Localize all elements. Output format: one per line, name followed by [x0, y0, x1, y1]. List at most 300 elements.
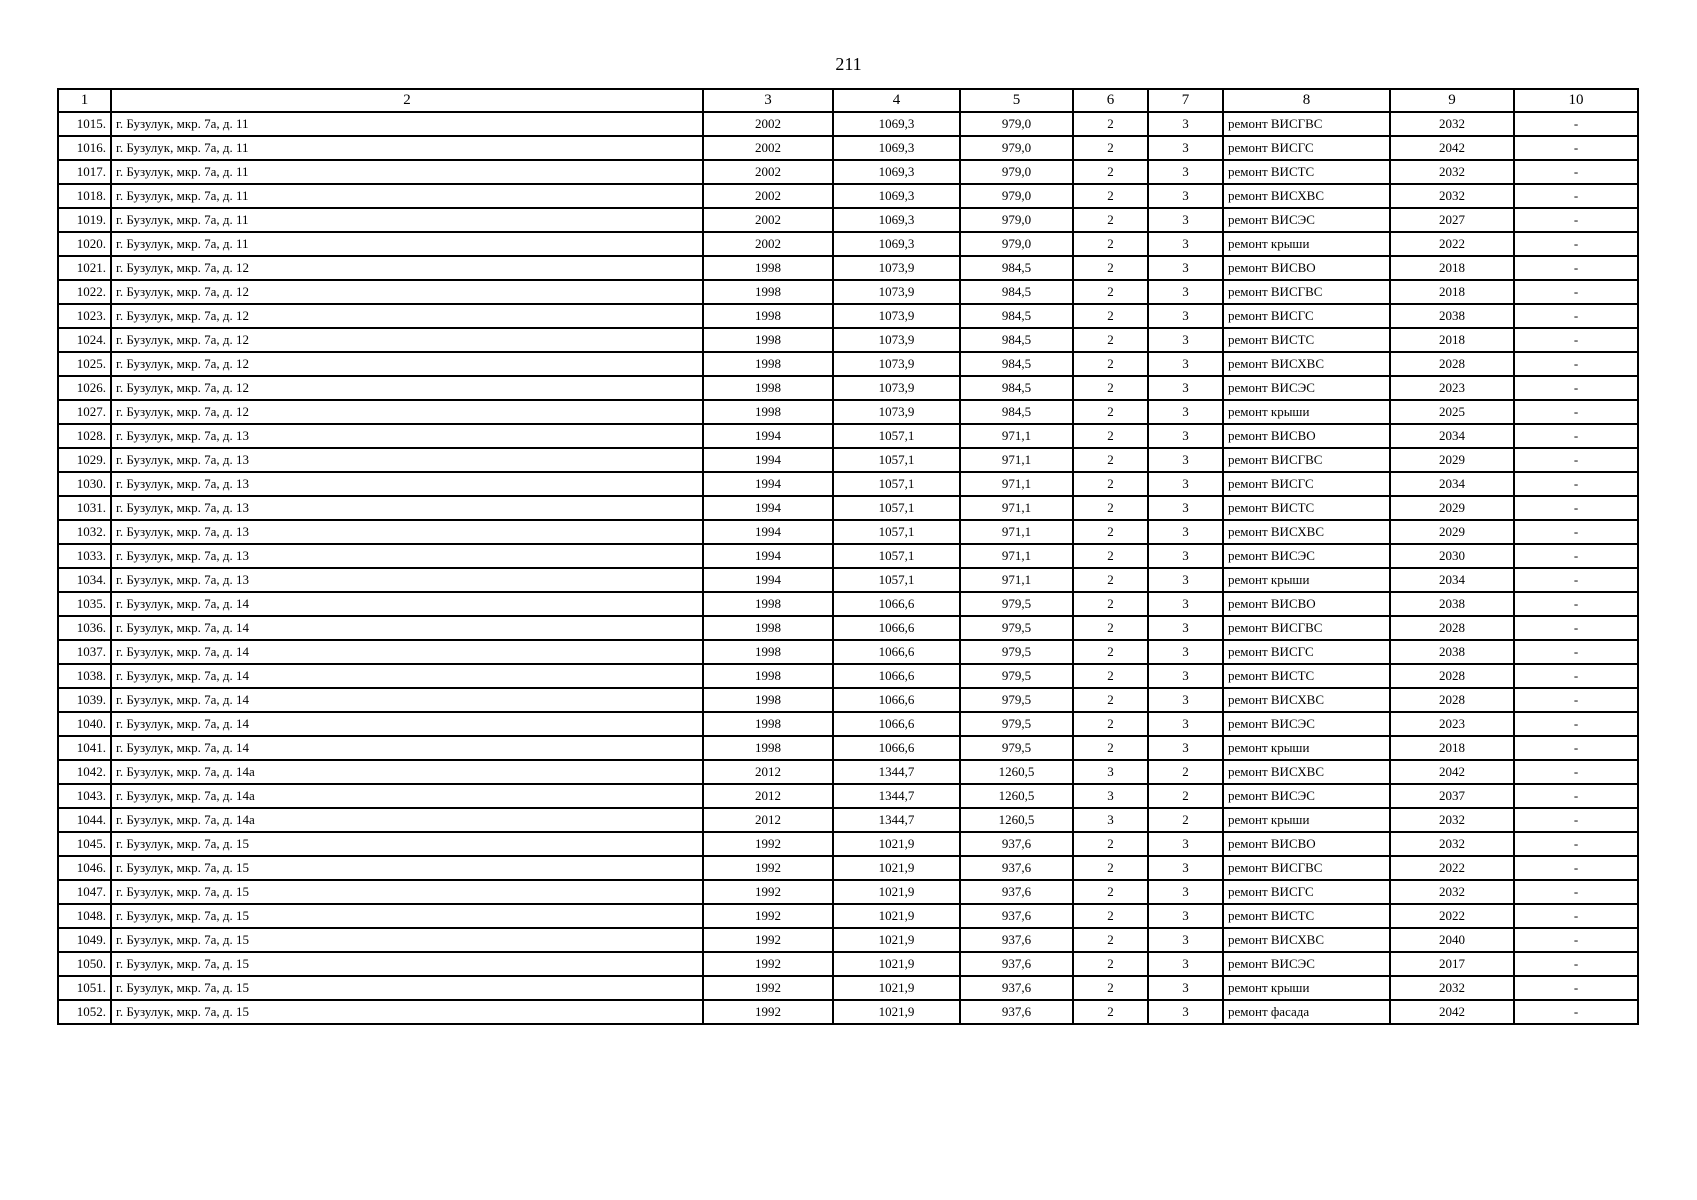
table-row	[58, 688, 1638, 712]
entrances-cell: 3	[1148, 568, 1223, 592]
table-row	[58, 184, 1638, 208]
floors-cell: 2	[1073, 856, 1148, 880]
floors-cell: 2	[1073, 280, 1148, 304]
row-number-cell: 1024.	[58, 328, 111, 352]
total-area-cell: 1021,9	[833, 832, 960, 856]
work-type-cell: ремонт ВИСВО	[1223, 592, 1390, 616]
note-cell: -	[1514, 616, 1638, 640]
table-row	[58, 832, 1638, 856]
note-cell: -	[1514, 112, 1638, 136]
row-number-cell: 1021.	[58, 256, 111, 280]
address-cell: г. Бузулук, мкр. 7а, д. 14а	[111, 808, 703, 832]
living-area-cell: 979,5	[960, 640, 1073, 664]
work-type-cell: ремонт ВИСТС	[1223, 664, 1390, 688]
table-row	[58, 784, 1638, 808]
year-built-cell: 2012	[703, 784, 833, 808]
work-type-cell: ремонт ВИСВО	[1223, 832, 1390, 856]
living-area-cell: 979,0	[960, 232, 1073, 256]
total-area-cell: 1021,9	[833, 880, 960, 904]
address-cell: г. Бузулук, мкр. 7а, д. 14	[111, 688, 703, 712]
note-cell: -	[1514, 904, 1638, 928]
planned-year-cell: 2028	[1390, 688, 1514, 712]
row-number-cell: 1017.	[58, 160, 111, 184]
planned-year-cell: 2042	[1390, 1000, 1514, 1024]
table-row	[58, 424, 1638, 448]
floors-cell: 2	[1073, 520, 1148, 544]
floors-cell: 2	[1073, 952, 1148, 976]
row-number-cell: 1052.	[58, 1000, 111, 1024]
living-area-cell: 1260,5	[960, 760, 1073, 784]
work-type-cell: ремонт крыши	[1223, 976, 1390, 1000]
year-built-cell: 1998	[703, 280, 833, 304]
row-number-cell: 1020.	[58, 232, 111, 256]
year-built-cell: 2002	[703, 232, 833, 256]
table-row	[58, 664, 1638, 688]
planned-year-cell: 2018	[1390, 256, 1514, 280]
total-area-cell: 1073,9	[833, 304, 960, 328]
note-cell: -	[1514, 232, 1638, 256]
note-cell: -	[1514, 376, 1638, 400]
table-row	[58, 568, 1638, 592]
table-row	[58, 616, 1638, 640]
floors-cell: 2	[1073, 208, 1148, 232]
living-area-cell: 971,1	[960, 496, 1073, 520]
planned-year-cell: 2018	[1390, 328, 1514, 352]
work-type-cell: ремонт ВИСЭС	[1223, 952, 1390, 976]
work-type-cell: ремонт ВИСЭС	[1223, 544, 1390, 568]
row-number-cell: 1048.	[58, 904, 111, 928]
row-number-cell: 1047.	[58, 880, 111, 904]
note-cell: -	[1514, 568, 1638, 592]
total-area-cell: 1057,1	[833, 448, 960, 472]
living-area-cell: 979,0	[960, 160, 1073, 184]
note-cell: -	[1514, 784, 1638, 808]
address-cell: г. Бузулук, мкр. 7а, д. 12	[111, 280, 703, 304]
table-row	[58, 448, 1638, 472]
work-type-cell: ремонт ВИСТС	[1223, 496, 1390, 520]
note-cell: -	[1514, 472, 1638, 496]
note-cell: -	[1514, 928, 1638, 952]
living-area-cell: 971,1	[960, 472, 1073, 496]
column-header: 3	[703, 89, 833, 112]
row-number-cell: 1034.	[58, 568, 111, 592]
total-area-cell: 1021,9	[833, 976, 960, 1000]
entrances-cell: 3	[1148, 496, 1223, 520]
total-area-cell: 1021,9	[833, 1000, 960, 1024]
address-cell: г. Бузулук, мкр. 7а, д. 12	[111, 256, 703, 280]
row-number-cell: 1040.	[58, 712, 111, 736]
table-row	[58, 352, 1638, 376]
address-cell: г. Бузулук, мкр. 7а, д. 14	[111, 712, 703, 736]
living-area-cell: 979,5	[960, 664, 1073, 688]
address-cell: г. Бузулук, мкр. 7а, д. 11	[111, 112, 703, 136]
year-built-cell: 1994	[703, 568, 833, 592]
table-row	[58, 280, 1638, 304]
work-type-cell: ремонт ВИСТС	[1223, 904, 1390, 928]
column-header: 10	[1514, 89, 1638, 112]
planned-year-cell: 2029	[1390, 496, 1514, 520]
work-type-cell: ремонт крыши	[1223, 808, 1390, 832]
address-cell: г. Бузулук, мкр. 7а, д. 14а	[111, 784, 703, 808]
living-area-cell: 937,6	[960, 976, 1073, 1000]
work-type-cell: ремонт ВИСГВС	[1223, 280, 1390, 304]
planned-year-cell: 2038	[1390, 592, 1514, 616]
planned-year-cell: 2022	[1390, 232, 1514, 256]
table-row	[58, 328, 1638, 352]
floors-cell: 2	[1073, 352, 1148, 376]
entrances-cell: 3	[1148, 544, 1223, 568]
floors-cell: 2	[1073, 592, 1148, 616]
planned-year-cell: 2034	[1390, 568, 1514, 592]
floors-cell: 2	[1073, 736, 1148, 760]
address-cell: г. Бузулук, мкр. 7а, д. 13	[111, 544, 703, 568]
page-number: 211	[835, 54, 862, 74]
floors-cell: 2	[1073, 136, 1148, 160]
floors-cell: 2	[1073, 448, 1148, 472]
entrances-cell: 3	[1148, 592, 1223, 616]
work-type-cell: ремонт крыши	[1223, 736, 1390, 760]
column-header: 5	[960, 89, 1073, 112]
note-cell: -	[1514, 664, 1638, 688]
year-built-cell: 2002	[703, 136, 833, 160]
row-number-cell: 1030.	[58, 472, 111, 496]
year-built-cell: 1998	[703, 376, 833, 400]
table-row	[58, 736, 1638, 760]
living-area-cell: 979,0	[960, 136, 1073, 160]
total-area-cell: 1069,3	[833, 136, 960, 160]
work-type-cell: ремонт ВИСХВС	[1223, 760, 1390, 784]
planned-year-cell: 2032	[1390, 880, 1514, 904]
row-number-cell: 1051.	[58, 976, 111, 1000]
table-body	[58, 112, 1638, 1024]
work-type-cell: ремонт ВИСХВС	[1223, 520, 1390, 544]
year-built-cell: 1998	[703, 736, 833, 760]
living-area-cell: 937,6	[960, 904, 1073, 928]
table-row	[58, 880, 1638, 904]
total-area-cell: 1073,9	[833, 352, 960, 376]
work-type-cell: ремонт ВИСГС	[1223, 640, 1390, 664]
living-area-cell: 984,5	[960, 328, 1073, 352]
note-cell: -	[1514, 424, 1638, 448]
entrances-cell: 3	[1148, 952, 1223, 976]
entrances-cell: 3	[1148, 664, 1223, 688]
note-cell: -	[1514, 688, 1638, 712]
total-area-cell: 1021,9	[833, 904, 960, 928]
work-type-cell: ремонт ВИСГВС	[1223, 448, 1390, 472]
row-number-cell: 1027.	[58, 400, 111, 424]
row-number-cell: 1023.	[58, 304, 111, 328]
note-cell: -	[1514, 856, 1638, 880]
planned-year-cell: 2028	[1390, 616, 1514, 640]
work-type-cell: ремонт ВИСХВС	[1223, 928, 1390, 952]
address-cell: г. Бузулук, мкр. 7а, д. 14	[111, 592, 703, 616]
living-area-cell: 979,0	[960, 208, 1073, 232]
floors-cell: 2	[1073, 976, 1148, 1000]
work-type-cell: ремонт ВИСХВС	[1223, 184, 1390, 208]
address-cell: г. Бузулук, мкр. 7а, д. 15	[111, 880, 703, 904]
year-built-cell: 1998	[703, 304, 833, 328]
floors-cell: 2	[1073, 304, 1148, 328]
entrances-cell: 3	[1148, 328, 1223, 352]
total-area-cell: 1344,7	[833, 808, 960, 832]
row-number-cell: 1038.	[58, 664, 111, 688]
note-cell: -	[1514, 184, 1638, 208]
floors-cell: 3	[1073, 784, 1148, 808]
note-cell: -	[1514, 136, 1638, 160]
work-type-cell: ремонт фасада	[1223, 1000, 1390, 1024]
work-type-cell: ремонт ВИСГС	[1223, 304, 1390, 328]
living-area-cell: 979,0	[960, 112, 1073, 136]
living-area-cell: 937,6	[960, 856, 1073, 880]
entrances-cell: 3	[1148, 640, 1223, 664]
total-area-cell: 1066,6	[833, 616, 960, 640]
address-cell: г. Бузулук, мкр. 7а, д. 13	[111, 520, 703, 544]
total-area-cell: 1069,3	[833, 112, 960, 136]
entrances-cell: 3	[1148, 856, 1223, 880]
year-built-cell: 1994	[703, 544, 833, 568]
year-built-cell: 1992	[703, 856, 833, 880]
note-cell: -	[1514, 544, 1638, 568]
entrances-cell: 3	[1148, 928, 1223, 952]
year-built-cell: 2002	[703, 112, 833, 136]
table-row	[58, 928, 1638, 952]
total-area-cell: 1066,6	[833, 640, 960, 664]
total-area-cell: 1057,1	[833, 568, 960, 592]
address-cell: г. Бузулук, мкр. 7а, д. 11	[111, 136, 703, 160]
year-built-cell: 2002	[703, 208, 833, 232]
row-number-cell: 1050.	[58, 952, 111, 976]
planned-year-cell: 2022	[1390, 904, 1514, 928]
living-area-cell: 984,5	[960, 376, 1073, 400]
address-cell: г. Бузулук, мкр. 7а, д. 13	[111, 472, 703, 496]
living-area-cell: 979,5	[960, 592, 1073, 616]
entrances-cell: 2	[1148, 760, 1223, 784]
work-type-cell: ремонт ВИСЭС	[1223, 376, 1390, 400]
table-row	[58, 976, 1638, 1000]
note-cell: -	[1514, 952, 1638, 976]
address-cell: г. Бузулук, мкр. 7а, д. 12	[111, 352, 703, 376]
entrances-cell: 2	[1148, 808, 1223, 832]
entrances-cell: 3	[1148, 976, 1223, 1000]
table-row	[58, 136, 1638, 160]
floors-cell: 2	[1073, 160, 1148, 184]
living-area-cell: 1260,5	[960, 808, 1073, 832]
total-area-cell: 1069,3	[833, 208, 960, 232]
planned-year-cell: 2042	[1390, 760, 1514, 784]
work-type-cell: ремонт ВИСТС	[1223, 160, 1390, 184]
living-area-cell: 971,1	[960, 544, 1073, 568]
table-row	[58, 712, 1638, 736]
work-type-cell: ремонт ВИСГВС	[1223, 616, 1390, 640]
row-number-cell: 1046.	[58, 856, 111, 880]
planned-year-cell: 2017	[1390, 952, 1514, 976]
planned-year-cell: 2018	[1390, 280, 1514, 304]
column-header: 4	[833, 89, 960, 112]
address-cell: г. Бузулук, мкр. 7а, д. 12	[111, 400, 703, 424]
address-cell: г. Бузулук, мкр. 7а, д. 13	[111, 568, 703, 592]
living-area-cell: 979,5	[960, 736, 1073, 760]
row-number-cell: 1035.	[58, 592, 111, 616]
address-cell: г. Бузулук, мкр. 7а, д. 14	[111, 736, 703, 760]
table-row	[58, 1000, 1638, 1024]
year-built-cell: 1998	[703, 688, 833, 712]
table-row	[58, 496, 1638, 520]
row-number-cell: 1031.	[58, 496, 111, 520]
total-area-cell: 1066,6	[833, 664, 960, 688]
work-type-cell: ремонт ВИСЭС	[1223, 784, 1390, 808]
address-cell: г. Бузулук, мкр. 7а, д. 11	[111, 160, 703, 184]
address-cell: г. Бузулук, мкр. 7а, д. 11	[111, 208, 703, 232]
row-number-cell: 1019.	[58, 208, 111, 232]
address-cell: г. Бузулук, мкр. 7а, д. 15	[111, 856, 703, 880]
total-area-cell: 1066,6	[833, 736, 960, 760]
floors-cell: 2	[1073, 544, 1148, 568]
note-cell: -	[1514, 304, 1638, 328]
entrances-cell: 3	[1148, 352, 1223, 376]
planned-year-cell: 2038	[1390, 640, 1514, 664]
entrances-cell: 3	[1148, 688, 1223, 712]
year-built-cell: 1992	[703, 952, 833, 976]
note-cell: -	[1514, 760, 1638, 784]
floors-cell: 2	[1073, 568, 1148, 592]
living-area-cell: 979,5	[960, 688, 1073, 712]
table-row	[58, 160, 1638, 184]
living-area-cell: 937,6	[960, 1000, 1073, 1024]
address-cell: г. Бузулук, мкр. 7а, д. 15	[111, 832, 703, 856]
total-area-cell: 1344,7	[833, 760, 960, 784]
living-area-cell: 979,0	[960, 184, 1073, 208]
total-area-cell: 1057,1	[833, 520, 960, 544]
note-cell: -	[1514, 520, 1638, 544]
work-type-cell: ремонт крыши	[1223, 568, 1390, 592]
row-number-cell: 1016.	[58, 136, 111, 160]
column-header: 9	[1390, 89, 1514, 112]
planned-year-cell: 2029	[1390, 448, 1514, 472]
year-built-cell: 1992	[703, 904, 833, 928]
row-number-cell: 1029.	[58, 448, 111, 472]
planned-year-cell: 2023	[1390, 376, 1514, 400]
repair-schedule-table	[57, 88, 1639, 1025]
floors-cell: 2	[1073, 832, 1148, 856]
work-type-cell: ремонт ВИСВО	[1223, 256, 1390, 280]
floors-cell: 2	[1073, 712, 1148, 736]
total-area-cell: 1073,9	[833, 280, 960, 304]
row-number-cell: 1018.	[58, 184, 111, 208]
year-built-cell: 1998	[703, 664, 833, 688]
address-cell: г. Бузулук, мкр. 7а, д. 15	[111, 928, 703, 952]
column-header: 7	[1148, 89, 1223, 112]
column-header: 8	[1223, 89, 1390, 112]
table-row	[58, 640, 1638, 664]
work-type-cell: ремонт крыши	[1223, 400, 1390, 424]
entrances-cell: 3	[1148, 184, 1223, 208]
note-cell: -	[1514, 160, 1638, 184]
total-area-cell: 1344,7	[833, 784, 960, 808]
planned-year-cell: 2029	[1390, 520, 1514, 544]
planned-year-cell: 2018	[1390, 736, 1514, 760]
address-cell: г. Бузулук, мкр. 7а, д. 15	[111, 1000, 703, 1024]
total-area-cell: 1057,1	[833, 472, 960, 496]
address-cell: г. Бузулук, мкр. 7а, д. 14а	[111, 760, 703, 784]
entrances-cell: 3	[1148, 448, 1223, 472]
work-type-cell: ремонт ВИСГС	[1223, 880, 1390, 904]
living-area-cell: 971,1	[960, 424, 1073, 448]
address-cell: г. Бузулук, мкр. 7а, д. 13	[111, 448, 703, 472]
planned-year-cell: 2032	[1390, 112, 1514, 136]
row-number-cell: 1049.	[58, 928, 111, 952]
work-type-cell: ремонт ВИСГВС	[1223, 112, 1390, 136]
work-type-cell: ремонт ВИСТС	[1223, 328, 1390, 352]
year-built-cell: 1998	[703, 352, 833, 376]
living-area-cell: 984,5	[960, 280, 1073, 304]
work-type-cell: ремонт крыши	[1223, 232, 1390, 256]
year-built-cell: 2012	[703, 760, 833, 784]
living-area-cell: 979,5	[960, 712, 1073, 736]
work-type-cell: ремонт ВИСГС	[1223, 136, 1390, 160]
floors-cell: 2	[1073, 328, 1148, 352]
work-type-cell: ремонт ВИСВО	[1223, 424, 1390, 448]
note-cell: -	[1514, 448, 1638, 472]
floors-cell: 2	[1073, 688, 1148, 712]
planned-year-cell: 2040	[1390, 928, 1514, 952]
floors-cell: 2	[1073, 256, 1148, 280]
address-cell: г. Бузулук, мкр. 7а, д. 13	[111, 424, 703, 448]
floors-cell: 2	[1073, 424, 1148, 448]
total-area-cell: 1073,9	[833, 256, 960, 280]
note-cell: -	[1514, 712, 1638, 736]
year-built-cell: 2012	[703, 808, 833, 832]
entrances-cell: 3	[1148, 400, 1223, 424]
row-number-cell: 1044.	[58, 808, 111, 832]
entrances-cell: 3	[1148, 472, 1223, 496]
table-row	[58, 544, 1638, 568]
total-area-cell: 1066,6	[833, 592, 960, 616]
total-area-cell: 1069,3	[833, 160, 960, 184]
table-row	[58, 856, 1638, 880]
entrances-cell: 3	[1148, 712, 1223, 736]
year-built-cell: 1998	[703, 400, 833, 424]
address-cell: г. Бузулук, мкр. 7а, д. 11	[111, 232, 703, 256]
planned-year-cell: 2034	[1390, 424, 1514, 448]
floors-cell: 2	[1073, 1000, 1148, 1024]
note-cell: -	[1514, 496, 1638, 520]
entrances-cell: 3	[1148, 280, 1223, 304]
work-type-cell: ремонт ВИСГВС	[1223, 856, 1390, 880]
entrances-cell: 3	[1148, 136, 1223, 160]
year-built-cell: 1994	[703, 496, 833, 520]
planned-year-cell: 2032	[1390, 160, 1514, 184]
table-row	[58, 472, 1638, 496]
entrances-cell: 3	[1148, 1000, 1223, 1024]
address-cell: г. Бузулук, мкр. 7а, д. 13	[111, 496, 703, 520]
floors-cell: 2	[1073, 496, 1148, 520]
year-built-cell: 1992	[703, 976, 833, 1000]
row-number-cell: 1032.	[58, 520, 111, 544]
living-area-cell: 971,1	[960, 520, 1073, 544]
work-type-cell: ремонт ВИСГС	[1223, 472, 1390, 496]
planned-year-cell: 2025	[1390, 400, 1514, 424]
address-cell: г. Бузулук, мкр. 7а, д. 15	[111, 952, 703, 976]
row-number-cell: 1022.	[58, 280, 111, 304]
planned-year-cell: 2032	[1390, 184, 1514, 208]
living-area-cell: 937,6	[960, 928, 1073, 952]
total-area-cell: 1057,1	[833, 496, 960, 520]
row-number-cell: 1028.	[58, 424, 111, 448]
living-area-cell: 984,5	[960, 352, 1073, 376]
note-cell: -	[1514, 640, 1638, 664]
floors-cell: 3	[1073, 760, 1148, 784]
floors-cell: 2	[1073, 928, 1148, 952]
